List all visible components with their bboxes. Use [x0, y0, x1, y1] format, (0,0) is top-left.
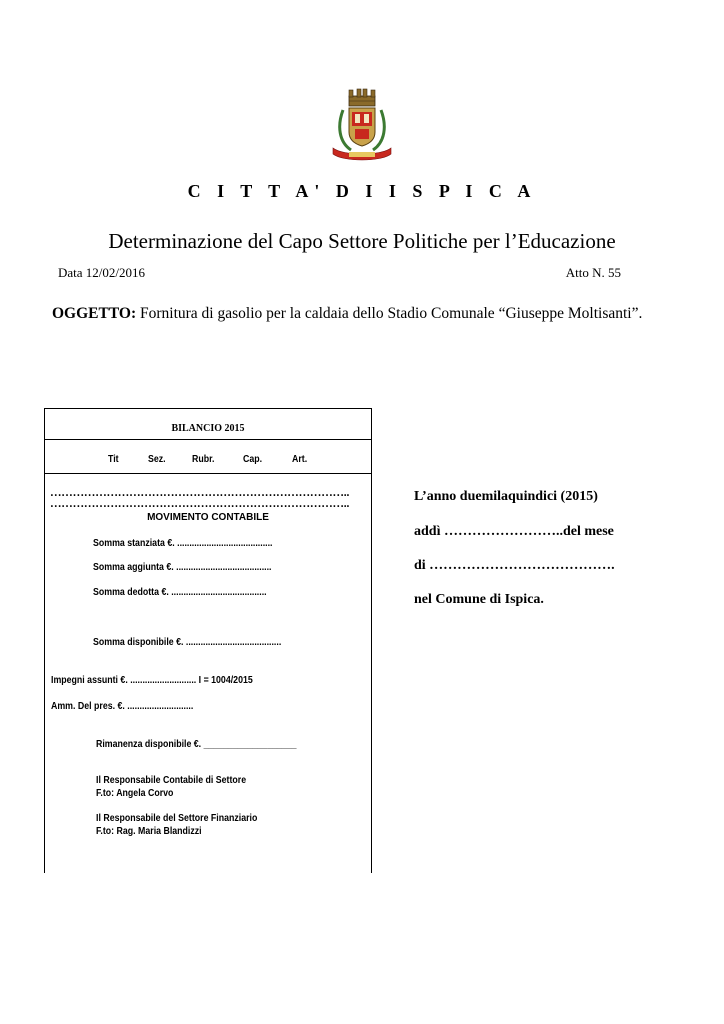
somma-stanziata: Somma stanziata €. .......................................	[93, 538, 273, 549]
subject-line	[52, 305, 642, 323]
responsabile-contabile-name: F.to: Angela Corvo	[96, 788, 174, 799]
act-number: Atto N. 55	[565, 265, 621, 280]
year-line: L’anno duemilaquindici (2015)	[414, 489, 598, 504]
column-header-tit: Tit	[108, 454, 119, 465]
city-title: C I T T A' D I I S P I C A	[187, 181, 537, 201]
rimanenza-disponibile: Rimanenza disponibile €. ___________________	[96, 739, 297, 750]
dotted-line: ……………………………………………………………………..	[50, 498, 350, 510]
impegni-assunti: Impegni assunti €. ........................... I = 1004/2015	[51, 675, 253, 686]
month-line: di ………………………………….	[414, 558, 615, 573]
document-date: Data 12/02/2016	[58, 265, 146, 280]
responsabile-contabile-title: Il Responsabile Contabile di Settore	[96, 775, 247, 786]
budget-title: BILANCIO 2015	[171, 423, 245, 434]
responsabile-finanziario-name: F.to: Rag. Maria Blandizzi	[96, 826, 202, 837]
document-heading: Determinazione del Capo Settore Politiche per l’Educazione	[108, 229, 616, 253]
column-header-art: Art.	[292, 454, 308, 465]
comune-line: nel Comune di Ispica.	[414, 592, 544, 607]
amm-del-pres: Amm. Del pres. €. ...........................	[51, 701, 194, 712]
movement-title: MOVIMENTO CONTABILE	[147, 512, 269, 523]
responsabile-finanziario-title: Il Responsabile del Settore Finanziario	[96, 813, 258, 824]
subject-label: OGGETTO:	[52, 305, 137, 322]
budget-divider	[44, 439, 372, 440]
city-crest-logo	[329, 86, 395, 164]
dotted-line: ……………………………………………………………………..	[50, 487, 350, 499]
budget-divider	[44, 473, 372, 474]
somma-aggiunta: Somma aggiunta €. .......................................	[93, 562, 272, 573]
day-line: addì ……………………..del mese	[414, 524, 614, 539]
column-header-cap: Cap.	[243, 454, 263, 465]
somma-dedotta: Somma dedotta €. .......................................	[93, 587, 267, 598]
subject-text: Fornitura di gasolio per la caldaia dello Stadio Comunale “Giuseppe Moltisanti”.	[136, 305, 643, 322]
column-header-sez: Sez.	[148, 454, 166, 465]
somma-disponibile: Somma disponibile €. .......................................	[93, 637, 282, 648]
column-header-rubr: Rubr.	[192, 454, 215, 465]
